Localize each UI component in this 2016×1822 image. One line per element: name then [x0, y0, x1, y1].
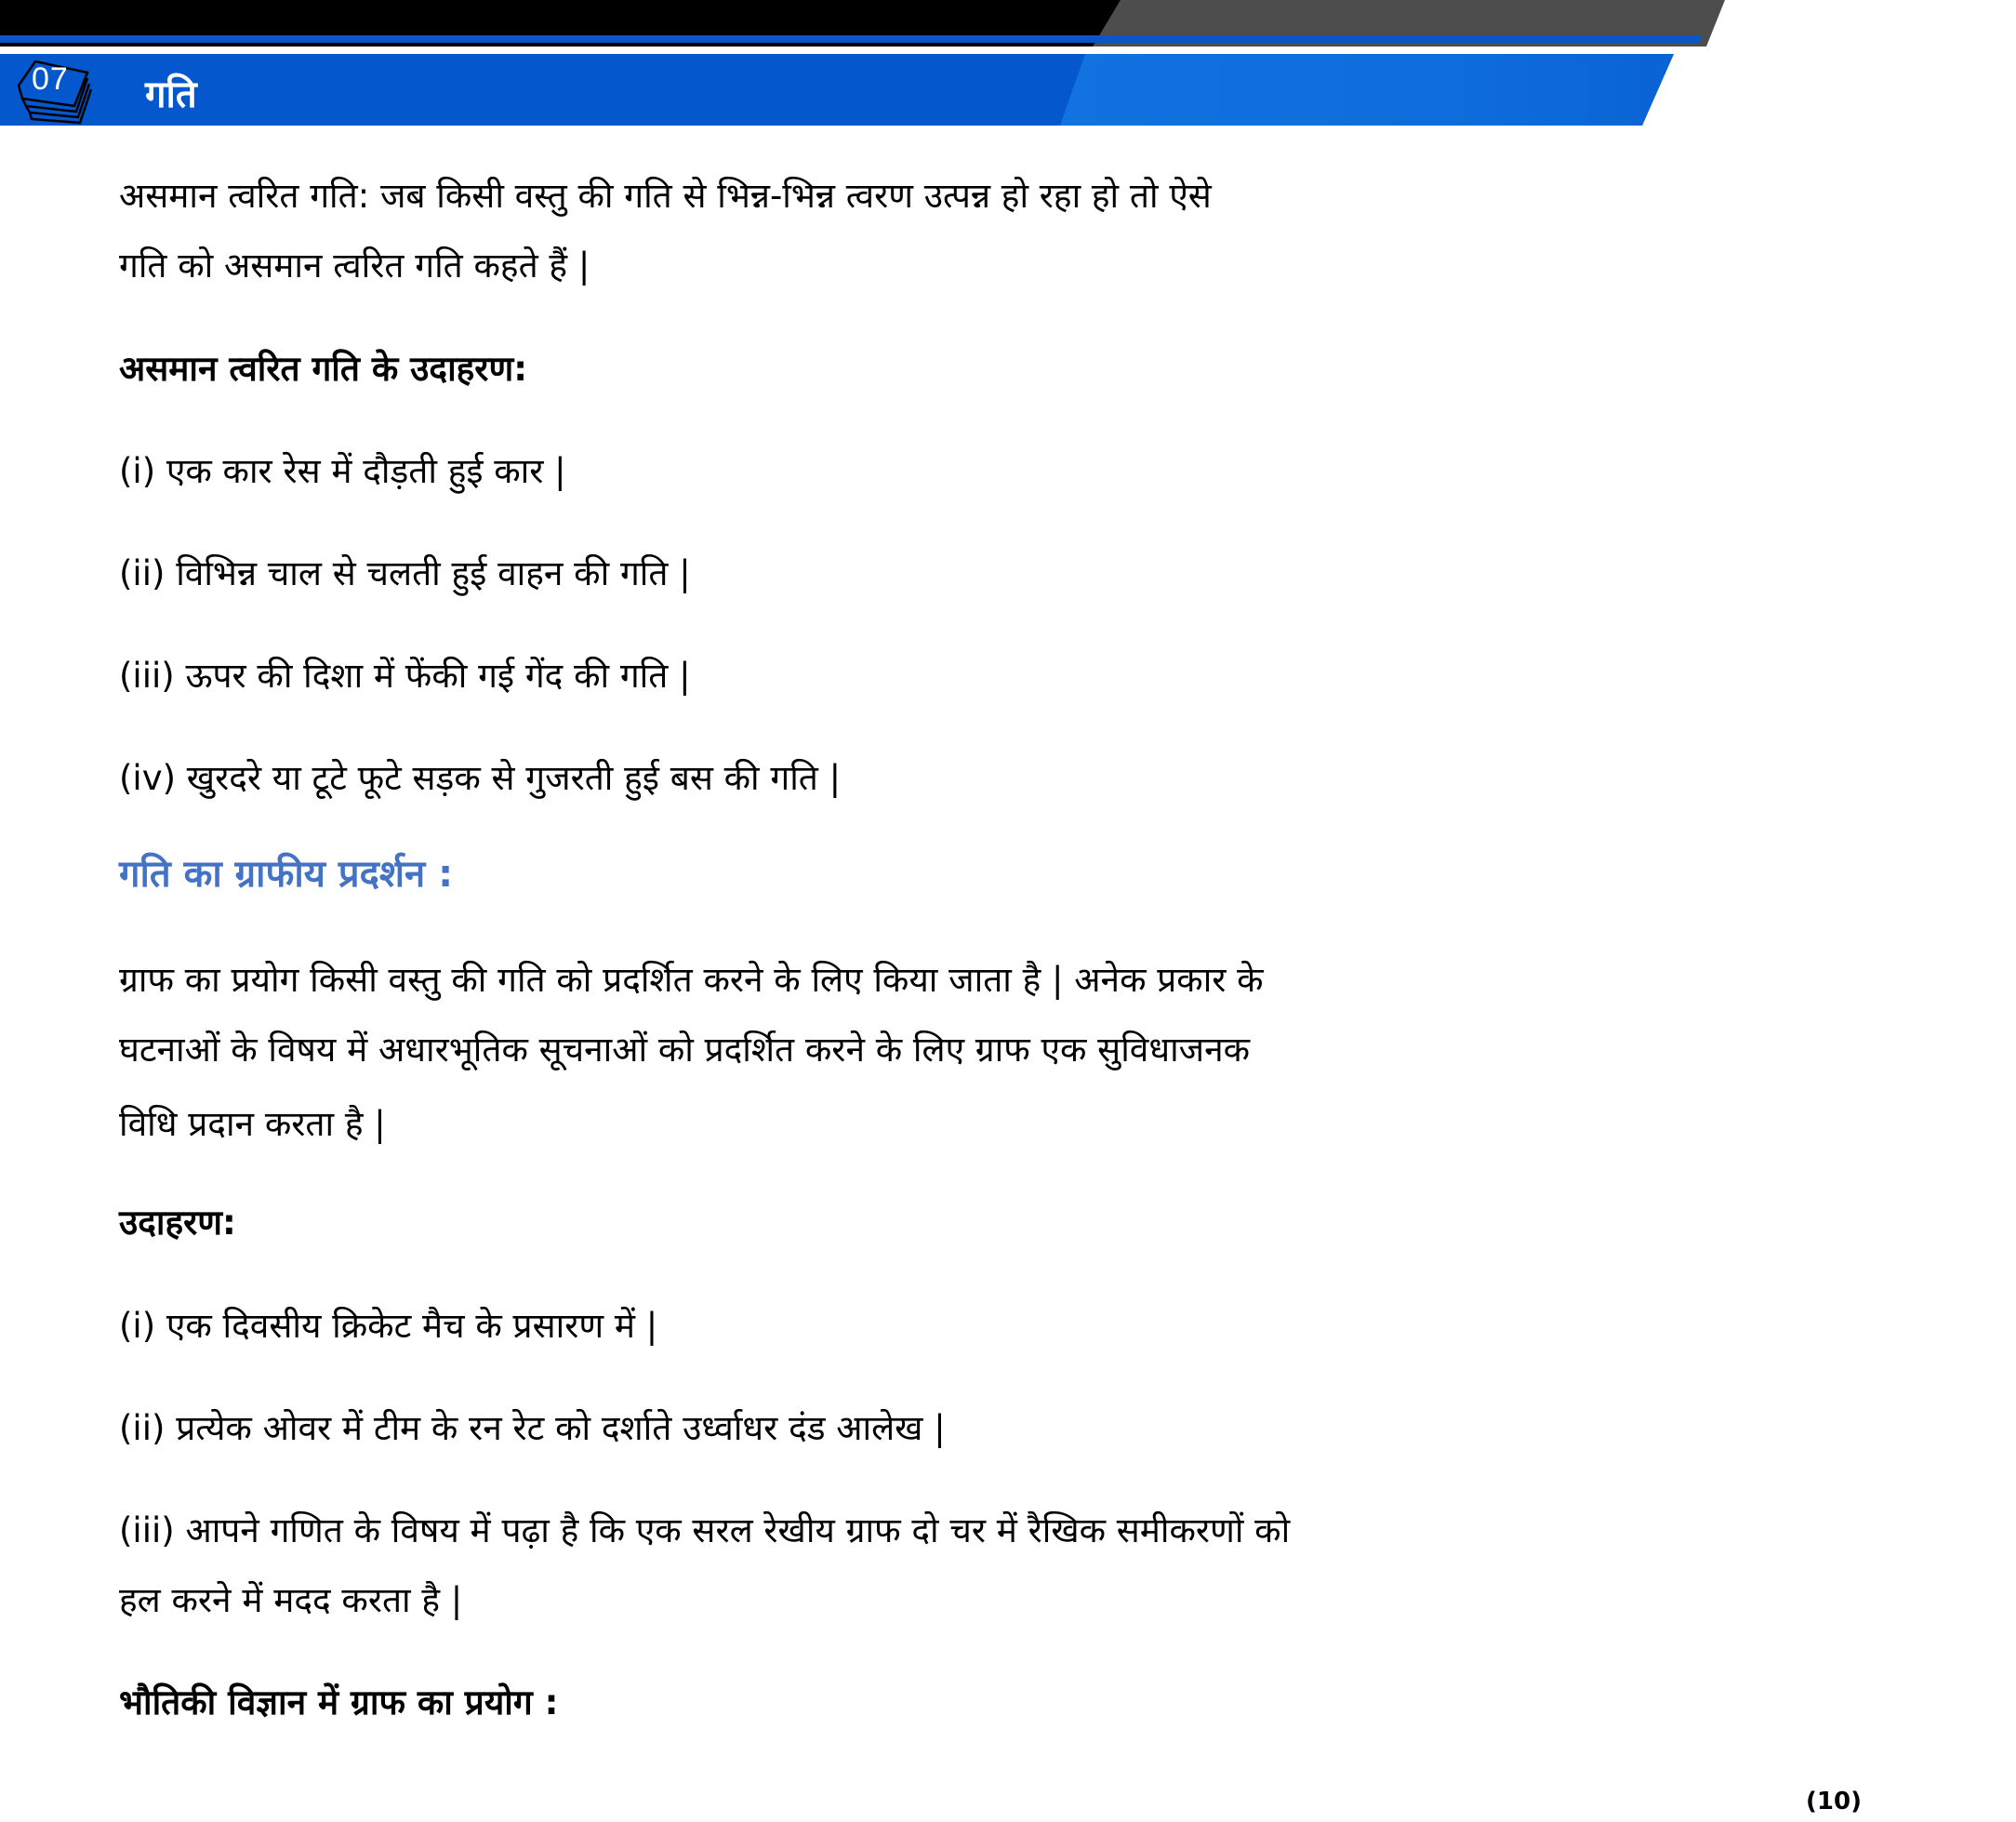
section-subheading: उदाहरण: — [119, 1203, 236, 1243]
paragraph-text: विधि प्रदान करता है | — [119, 1104, 386, 1144]
chapter-banner-highlight — [1060, 54, 1674, 126]
paragraph-text: ग्राफ का प्रयोग किसी वस्तु की गति को प्रदर्शित करने के लिए किया जाता है | अनेक प्रकार के — [119, 960, 1264, 1000]
list-item-continuation: हल करने में मदद करता है | — [119, 1580, 463, 1620]
chapter-title: गति — [145, 73, 197, 116]
section-subheading: भौतिकी विज्ञान में ग्राफ का प्रयोग : — [119, 1682, 559, 1722]
chapter-number: 07 — [32, 61, 69, 97]
header-blue-stripe — [0, 35, 1702, 43]
list-item: (ii) प्रत्येक ओवर में टीम के रन रेट को दर्शाते उर्ध्वाधर दंड आलेख | — [119, 1408, 946, 1448]
section-subheading: असमान त्वरित गति के उदाहरण: — [119, 349, 527, 389]
list-item: (i) एक दिवसीय क्रिकेट मैच के प्रसारण में | — [119, 1306, 658, 1346]
list-item: (ii) विभिन्न चाल से चलती हुई वाहन की गति | — [119, 553, 691, 593]
definition-text: गति को असमान त्वरित गति कहते हैं | — [119, 246, 590, 286]
list-item: (iii) ऊपर की दिशा में फेंकी गई गेंद की गति | — [119, 656, 691, 696]
paragraph-text: घटनाओं के विषय में अधारभूतिक सूचनाओं को प्रदर्शित करने के लिए ग्राफ एक सुविधाजनक — [119, 1030, 1251, 1070]
list-item: (i) एक कार रेस में दौड़ती हुई कार | — [119, 451, 566, 491]
section-heading: गति का ग्राफीय प्रदर्शन : — [119, 853, 454, 896]
page-number: (10) — [1806, 1788, 1862, 1815]
definition-text: असमान त्वरित गति: जब किसी वस्तु की गति से भिन्न-भिन्न त्वरण उत्पन्न हो रहा हो तो ऐसे — [119, 176, 1212, 216]
list-item: (iii) आपने गणित के विषय में पढ़ा है कि एक सरल रेखीय ग्राफ दो चर में रैखिक समीकरणों को — [119, 1510, 1291, 1550]
list-item: (iv) खुरदरे या टूटे फूटे सड़क से गुजरती हुई बस की गति | — [119, 758, 842, 798]
